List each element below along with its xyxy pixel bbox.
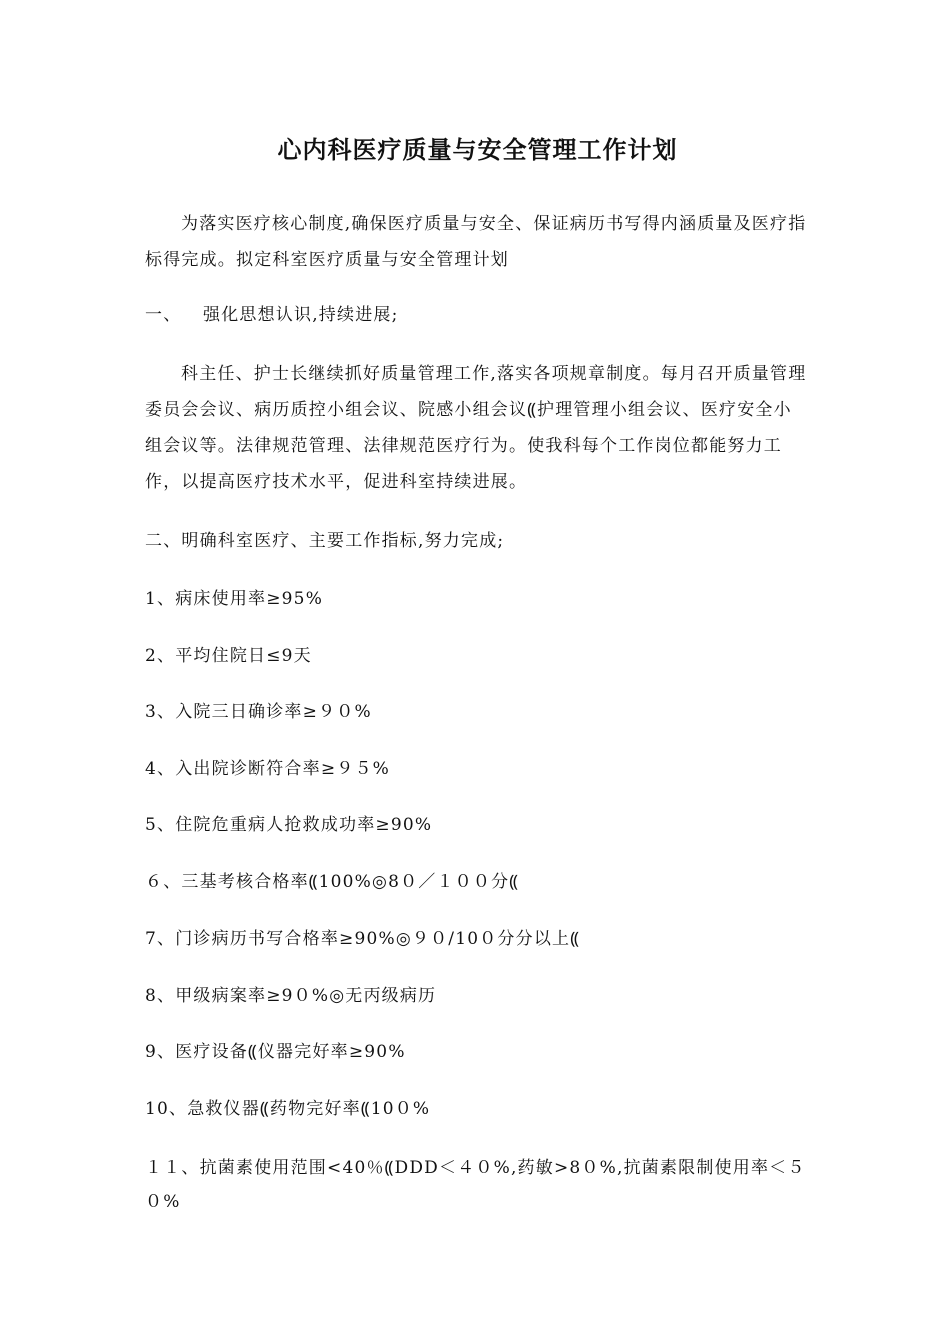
indicator-item: 3、入院三日确诊率≥９０% [145,702,372,722]
indicator-item: 8、甲级病案率≥9０%◎无丙级病历 [145,986,437,1006]
section-1-heading [145,300,810,330]
indicator-item: １１、抗菌素使用范围<40％⸨DDD＜４０%,药敏>8０%,抗菌素限制使用率＜５０% [145,1158,806,1212]
section-2-heading: 二、明确科室医疗、主要工作指标,努力完成; [145,531,505,551]
indicator-item: 5、住院危重病人抢救成功率≥90% [145,815,433,835]
document-title: 心内科医疗质量与安全管理工作计划 [277,135,678,164]
section-1-number: 一、 [145,305,182,325]
indicator-item: ６、三基考核合格率⸨100%◎8０／１００分⸨ [145,872,520,892]
indicator-item: 10、急救仪器⸨药物完好率⸨10０% [145,1099,431,1119]
indicator-item: 4、入出院诊断符合率≥９５% [145,759,391,779]
document-page [145,0,810,1344]
indicator-item: 1、病床使用率≥95% [145,589,324,609]
indicator-item: 2、平均住院日≤9天 [145,646,312,666]
indicator-item: 9、医疗设备⸨仪器完好率≥90% [145,1042,406,1062]
intro-paragraph: 为落实医疗核心制度,确保医疗质量与安全、保证病历书写得内涵质量及医疗指标得完成。拟定科室医疗质量与安全管理计划 [145,214,807,270]
indicator-item: 7、门诊病历书写合格率≥90%◎９０/10０分分以上⸨ [145,929,581,949]
section-1-heading-text: 强化思想认识,持续进展; [203,305,399,325]
section-1-body: 科主任、护士长继续抓好质量管理工作,落实各项规章制度。每月召开质量管理委员会会议、病历质控小组会议、院感小组会议⸨护理管理小组会议、医疗安全小组会议等。法律规范管理、法律规范医疗行为。使我科每个工作岗位都能努力工作，以提高医疗技术水平，促进科室持续进展。 [145,364,807,492]
